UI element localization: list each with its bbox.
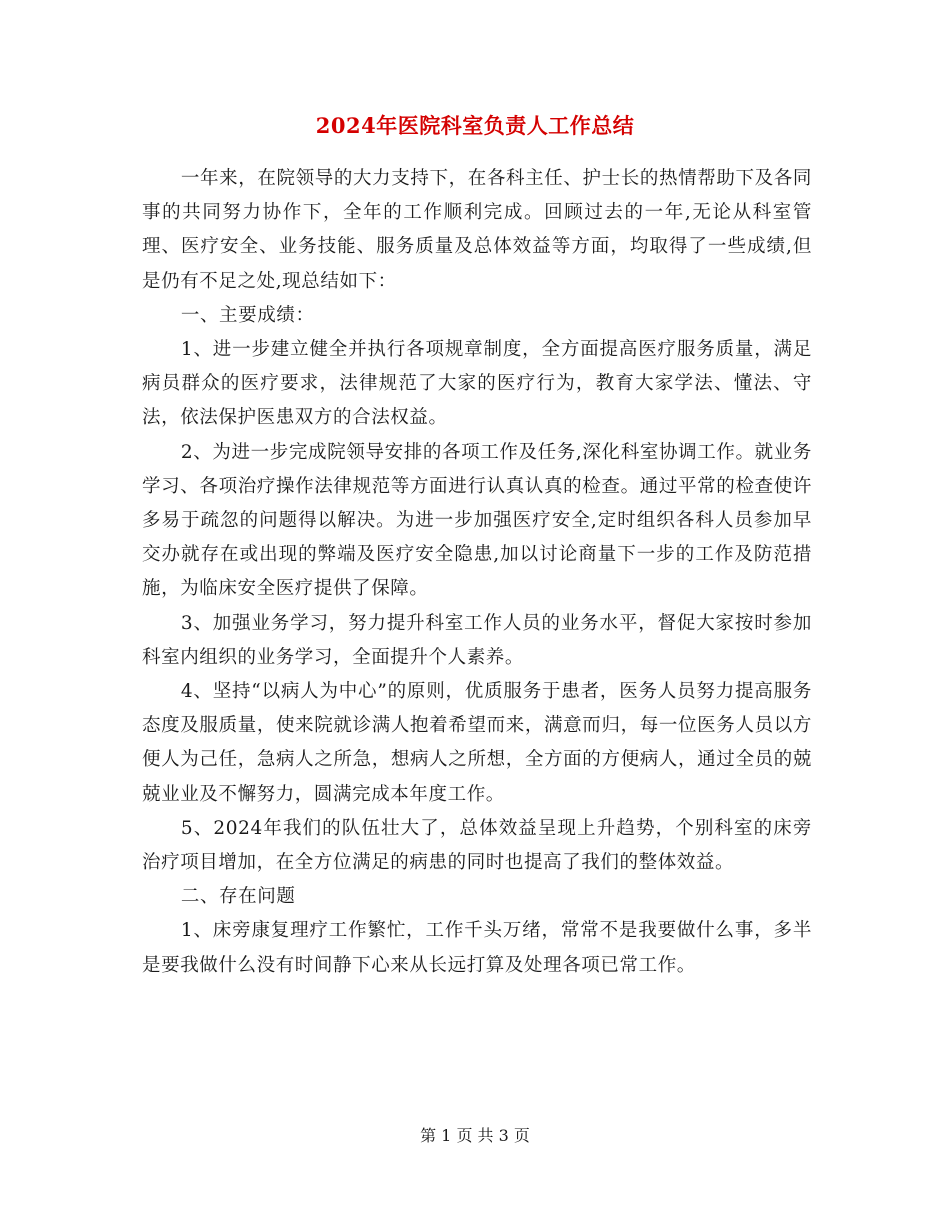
document-title: 2024年医院科室负责人工作总结 bbox=[315, 113, 635, 138]
achievement-item-1: 1、进一步建立健全并执行各项规章制度，全方面提高医疗服务质量，满足病员群众的医疗要求，法律规范了大家的医疗行为，教育大家学法、懂法、守法，依法保护医患双方的合法权益。 bbox=[142, 339, 812, 429]
page-number-footer: 第 1 页 共 3 页 bbox=[420, 1126, 530, 1145]
achievement-item-5: 5、2024年我们的队伍壮大了，总体效益呈现上升趋势，个别科室的床旁治疗项目增加，在全方位满足的病患的同时也提高了我们的整体效益。 bbox=[142, 817, 812, 874]
achievement-item-2: 2、为进一步完成院领导安排的各项工作及任务,深化科室协调工作。就业务学习、各项治疗操作法律规范等方面进行认真认真的检查。通过平常的检查使许多易于疏忽的问题得以解决。为进一步加强医疗安全,定时组织各科人员参加早交办就存在或出现的弊端及医疗安全隐患,加以讨论商量下一步的工作及防范措施，为临床安全医疗提供了保障。 bbox=[142, 441, 812, 600]
intro-paragraph: 一年来，在院领导的大力支持下，在各科主任、护士长的热情帮助下及各同事的共同努力协作下，全年的工作顺利完成。回顾过去的一年,无论从科室管理、医疗安全、业务技能、服务质量及总体效益等方面，均取得了一些成绩,但是仍有不足之处,现总结如下： bbox=[142, 168, 812, 292]
achievement-item-3: 3、加强业务学习，努力提升科室工作人员的业务水平，督促大家按时参加科室内组织的业务学习，全面提升个人素养。 bbox=[142, 612, 812, 668]
section-heading-achievements: 一、主要成绩： bbox=[180, 304, 315, 326]
document-body bbox=[142, 162, 812, 983]
achievement-item-4: 4、坚持“以病人为中心”的原则，优质服务于患者，医务人员努力提高服务态度及服质量，使来院就诊满人抱着希望而来，满意而归，每一位医务人员以方便人为己任，急病人之所急，想病人之所想，全方面的方便病人，通过全员的兢兢业业及不懈努力，圆满完成本年度工作。 bbox=[142, 681, 812, 805]
problem-item-1: 1、床旁康复理疗工作繁忙，工作千头万绪，常常不是我要做什么事，多半是要我做什么没有时间静下心来从长远打算及处理各项已常工作。 bbox=[142, 920, 812, 976]
section-heading-problems: 二、存在问题 bbox=[180, 886, 296, 908]
